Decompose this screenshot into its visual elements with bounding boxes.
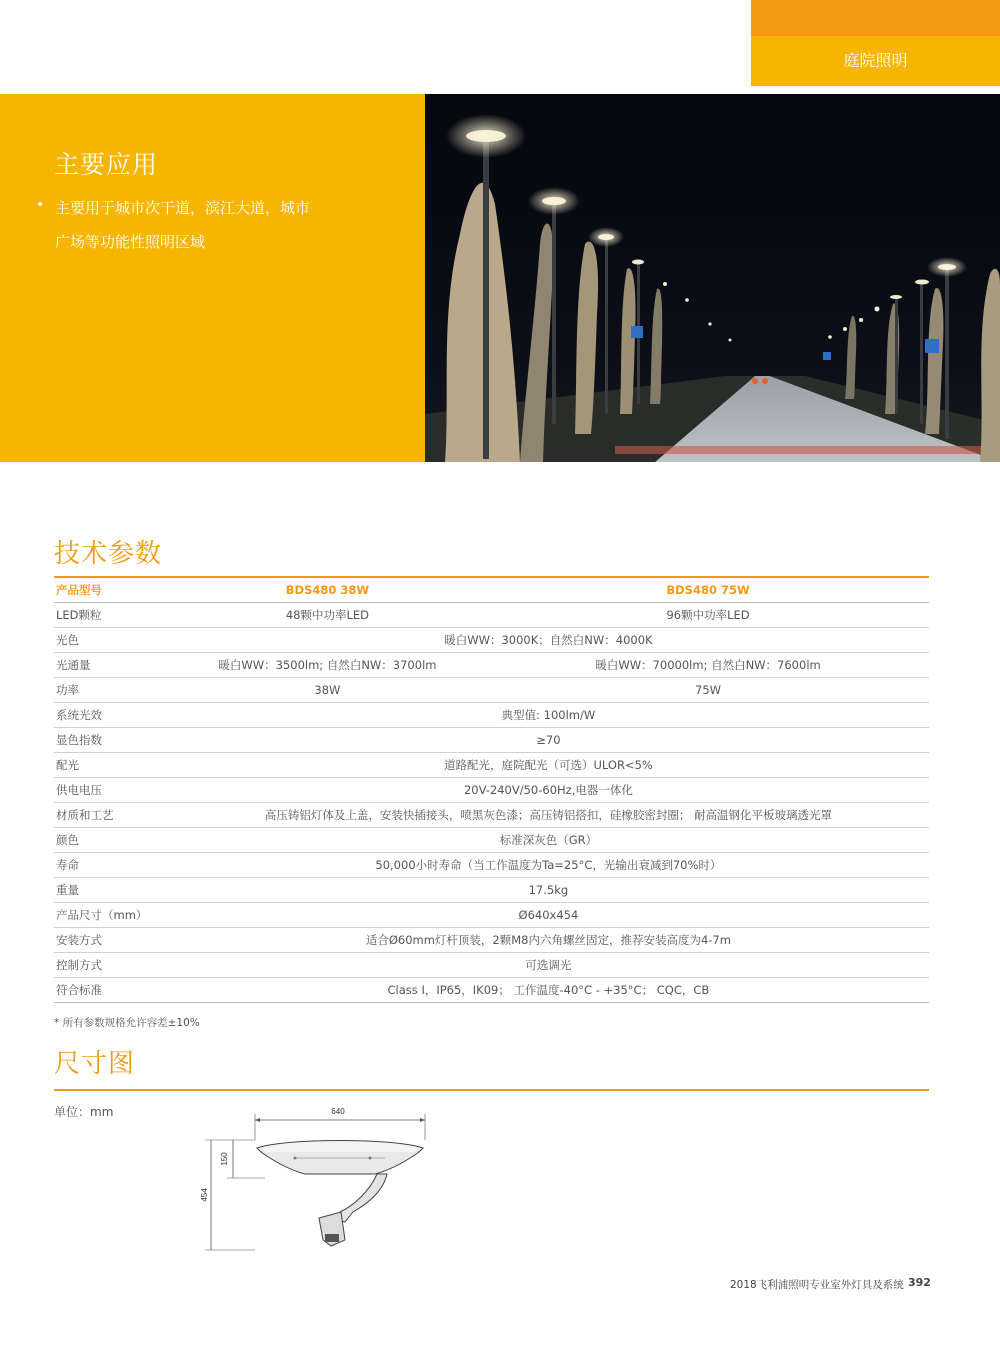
spec-label: 符合标准 [54, 978, 168, 1003]
spec-row [54, 903, 929, 928]
spec-label: 寿命 [54, 853, 168, 878]
head-height-label: 150 [220, 1152, 229, 1166]
spec-value: 50,000小时寿命（当工作温度为Ta=25°C，光输出衰减到70%时） [168, 853, 929, 878]
spec-row [54, 978, 929, 1003]
spec-row [54, 753, 929, 778]
header-model-75w: BDS480 75W [487, 578, 929, 603]
spec-label: 供电电压 [54, 778, 168, 803]
unit-label: 单位：mm [54, 1105, 114, 1119]
spec-label: 材质和工艺 [54, 803, 168, 828]
spec-value: 道路配光，庭院配光（可选）ULOR<5% [168, 753, 929, 778]
spec-row [54, 628, 929, 653]
spec-table [54, 578, 929, 1003]
spec-label: 显色指数 [54, 728, 168, 753]
street-lighting-photo [425, 94, 1000, 462]
spec-row [54, 853, 929, 878]
spec-value: Ø640x454 [168, 903, 929, 928]
spec-label: 产品尺寸（mm） [54, 903, 168, 928]
spec-label: 颜色 [54, 828, 168, 853]
spec-value: 适合Ø60mm灯杆顶装，2颗M8内六角螺丝固定，推荐安装高度为4-7m [168, 928, 929, 953]
spec-value: 暖白WW：3500lm; 自然白NW：3700lm [168, 653, 487, 678]
spec-row [54, 728, 929, 753]
spec-value: Class I，IP65，IK09； 工作温度-40°C - +35°C； CQC，CB [168, 978, 929, 1003]
spec-label: 光色 [54, 628, 168, 653]
spec-header-row [54, 578, 929, 603]
application-text-line: 主要用于城市次干道，滨江大道，城市 [55, 199, 311, 217]
spec-row [54, 878, 929, 903]
dimension-drawing [195, 1100, 495, 1260]
spec-value: 48颗中功率LED [168, 603, 487, 628]
spec-value: 20V-240V/50-60Hz,电器一体化 [168, 778, 929, 803]
header-tab-accent [751, 0, 1000, 36]
application-title: 主要应用 [54, 150, 159, 179]
spec-row [54, 678, 929, 703]
spec-value: 96颗中功率LED [487, 603, 929, 628]
spec-label: 系统光效 [54, 703, 168, 728]
bullet-icon: • [36, 197, 45, 213]
spec-row [54, 828, 929, 853]
spec-value: 38W [168, 678, 487, 703]
spec-row [54, 953, 929, 978]
width-dimension-label: 640 [331, 1107, 345, 1116]
spec-value: ≥70 [168, 728, 929, 753]
header-model-38w: BDS480 38W [168, 578, 487, 603]
spec-row [54, 778, 929, 803]
spec-label: 光通量 [54, 653, 168, 678]
spec-value: 典型值: 100lm/W [168, 703, 929, 728]
spec-value: 75W [487, 678, 929, 703]
spec-row [54, 603, 929, 628]
total-height-label: 454 [200, 1188, 209, 1202]
spec-row [54, 928, 929, 953]
spec-value: 标准深灰色（GR） [168, 828, 929, 853]
spec-label: 控制方式 [54, 953, 168, 978]
spec-label: 功率 [54, 678, 168, 703]
page-number: 392 [908, 1276, 931, 1289]
spec-row [54, 703, 929, 728]
spec-label: LED颗粒 [54, 603, 168, 628]
spec-value: 暖白WW：70000lm; 自然白NW：7600lm [487, 653, 929, 678]
footer-publication: 2018飞利浦照明专业室外灯具及系统 [730, 1279, 904, 1291]
dimension-title: 尺寸图 [54, 1049, 136, 1079]
category-tab: 庭院照明 [751, 36, 1000, 86]
spec-row [54, 803, 929, 828]
tolerance-footnote: * 所有参数规格允许容差±10% [54, 1017, 200, 1029]
specs-title: 技术参数 [54, 539, 163, 569]
spec-label: 重量 [54, 878, 168, 903]
header-model-label: 产品型号 [54, 578, 168, 603]
spec-label: 安装方式 [54, 928, 168, 953]
spec-value: 可选调光 [168, 953, 929, 978]
spec-label: 配光 [54, 753, 168, 778]
spec-value: 17.5kg [168, 878, 929, 903]
spec-row [54, 653, 929, 678]
spec-value: 暖白WW：3000K；自然白NW：4000K [168, 628, 929, 653]
application-text-line: 广场等功能性照明区域 [55, 233, 206, 251]
spec-value: 高压铸铝灯体及上盖，安装快插接头，喷黑灰色漆；高压铸铝搭扣，硅橡胶密封圈； 耐高温钢化平板玻璃透光罩 [168, 803, 929, 828]
dimension-title-rule [54, 1089, 929, 1091]
